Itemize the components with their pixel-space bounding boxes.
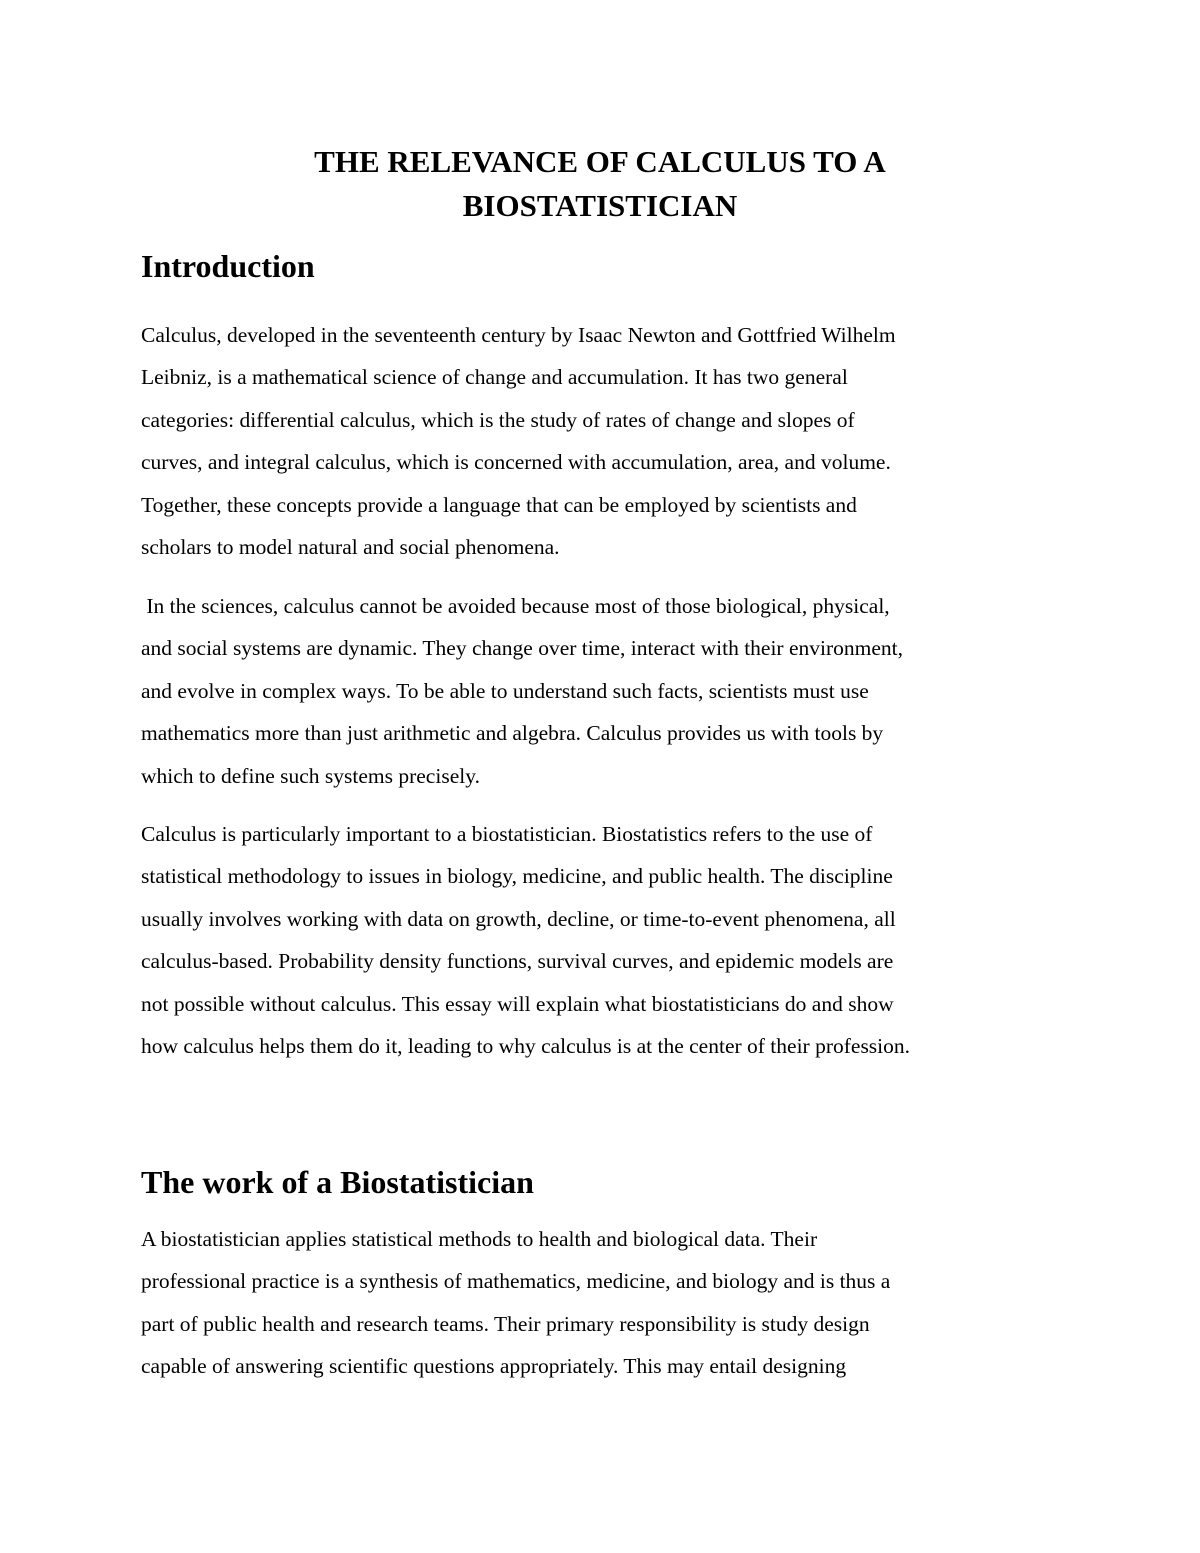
- section-heading-introduction: Introduction: [141, 248, 315, 284]
- paragraph-line: usually involves working with data on growth, decline, or time-to-event phenomena, all: [141, 906, 896, 931]
- paragraph-intro-1: [141, 314, 1081, 568]
- paragraph-line: and social systems are dynamic. They change over time, interact with their environment,: [141, 636, 904, 661]
- title-line: THE RELEVANCE OF CALCULUS TO A: [314, 144, 886, 179]
- paragraph-line: categories: differential calculus, which is the study of rates of change and slopes of: [141, 407, 855, 432]
- paragraph-line: calculus-based. Probability density functions, survival curves, and epidemic models are: [141, 949, 894, 974]
- paragraph-intro-3: [141, 813, 1081, 1067]
- paragraph-line: professional practice is a synthesis of mathematics, medicine, and biology and is thus a: [141, 1269, 891, 1294]
- paragraph-line: statistical methodology to issues in biology, medicine, and public health. The discipline: [141, 864, 893, 889]
- paragraph-intro-2: [141, 585, 1081, 797]
- paragraph-line: curves, and integral calculus, which is concerned with accumulation, area, and volume.: [141, 450, 891, 475]
- section-heading-work: The work of a Biostatistician: [141, 1164, 534, 1200]
- paragraph-line: Calculus is particularly important to a biostatistician. Biostatistics refers to the use of: [141, 822, 873, 846]
- paragraph-line: Together, these concepts provide a language that can be employed by scientists and: [141, 492, 857, 517]
- paragraph-line: capable of answering scientific questions appropriately. This may entail designing: [141, 1354, 847, 1379]
- title-line: BIOSTATISTICIAN: [462, 188, 738, 223]
- paragraph-line: Calculus, developed in the seventeenth century by Isaac Newton and Gottfried Wilhelm: [141, 323, 896, 347]
- paragraph-line: scholars to model natural and social phenomena.: [141, 535, 560, 560]
- paragraph-line: part of public health and research teams. Their primary responsibility is study design: [141, 1311, 870, 1336]
- paragraph-line: which to define such systems precisely.: [141, 763, 480, 788]
- paragraph-line: how calculus helps them do it, leading to why calculus is at the center of their profession.: [141, 1034, 911, 1059]
- paragraph-line: mathematics more than just arithmetic and algebra. Calculus provides us with tools by: [141, 721, 884, 746]
- paragraph-line: In the sciences, calculus cannot be avoided because most of those biological, physical,: [141, 594, 890, 618]
- document-title: [140, 140, 1060, 228]
- paragraph-work-1: [141, 1218, 1081, 1388]
- paragraph-line: and evolve in complex ways. To be able to understand such facts, scientists must use: [141, 678, 869, 703]
- paragraph-line: A biostatistician applies statistical methods to health and biological data. Their: [141, 1227, 818, 1251]
- paragraph-line: Leibniz, is a mathematical science of change and accumulation. It has two general: [141, 365, 848, 390]
- paragraph-line: not possible without calculus. This essay will explain what biostatisticians do and show: [141, 991, 894, 1016]
